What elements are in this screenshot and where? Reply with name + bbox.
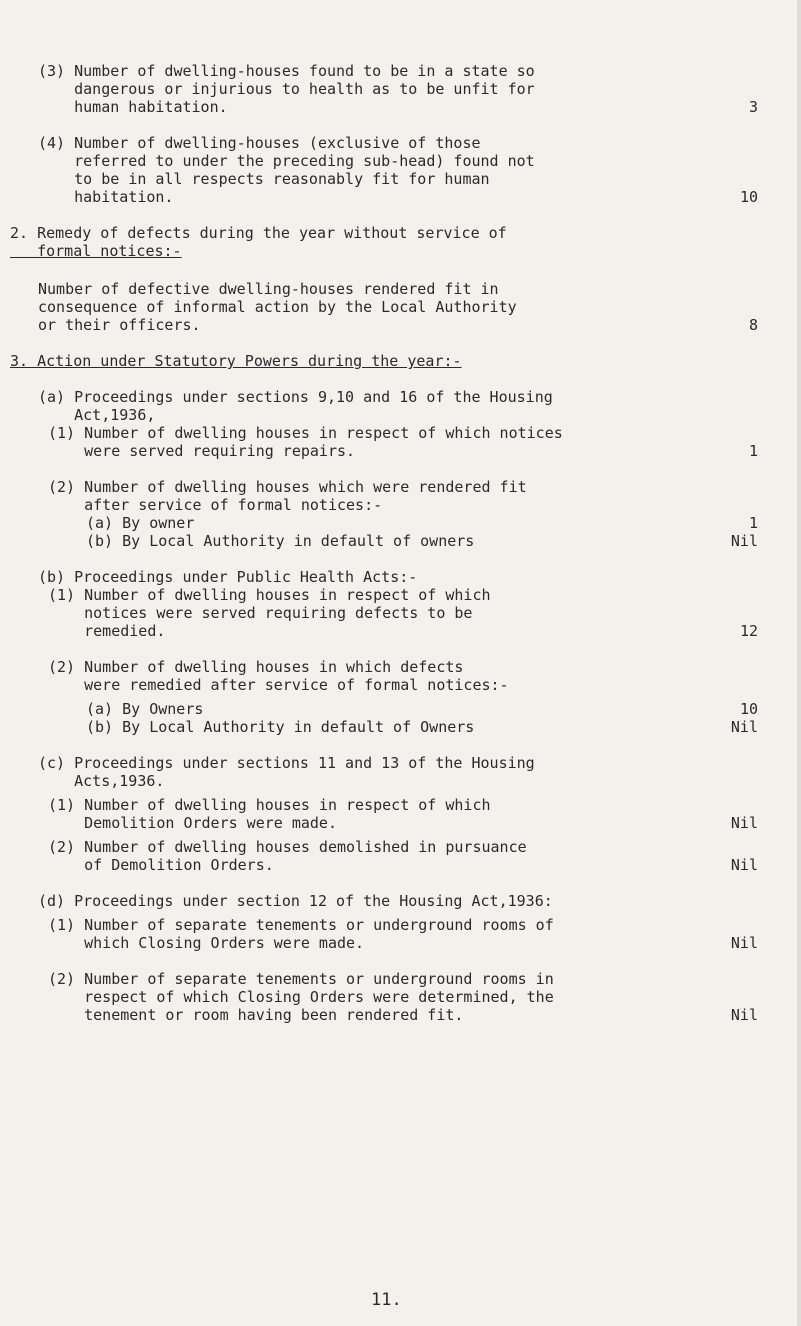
section-3c-item-2-line-1: (2) Number of dwelling houses demolished in pursuance — [48, 838, 527, 856]
section-3a-sub-b: (b) By Local Authority in default of owners — [86, 532, 475, 550]
section-3b-sub-b: (b) By Local Authority in default of Owners — [86, 718, 475, 736]
section-3d-item-2-line-3: tenement or room having been rendered fit. — [48, 1006, 464, 1024]
section-2-heading-line-2: formal notices:- — [10, 242, 182, 260]
section-3b-item-1-line-2: notices were served requiring defects to be — [48, 604, 473, 622]
item-4-line-1: (4) Number of dwelling-houses (exclusive of those — [38, 134, 481, 152]
page-number: 11. — [371, 1290, 402, 1310]
item-3-line-2: dangerous or injurious to health as to be unfit for — [38, 80, 535, 98]
section-3b-item-1-line-3: remedied. — [48, 622, 166, 640]
item-4-line-2: referred to under the preceding sub-head) found not — [38, 152, 535, 170]
section-3a-sub-a-value: 1 — [748, 514, 758, 532]
section-3a-item-1-value: 1 — [748, 442, 758, 460]
section-3b-sub-a-value: 10 — [739, 700, 758, 718]
section-3b-sub-a: (a) By Owners — [86, 700, 204, 718]
item-3-value: 3 — [748, 98, 758, 116]
section-3a-sub-a: (a) By owner — [86, 514, 195, 532]
section-2-line-1: Number of defective dwelling-houses rendered fit in — [38, 280, 499, 298]
section-3a-item-2-line-1: (2) Number of dwelling houses which were rendered fit — [48, 478, 527, 496]
section-3d-item-2-line-2: respect of which Closing Orders were determined, the — [48, 988, 554, 1006]
item-4-line-3: to be in all respects reasonably fit for human — [38, 170, 490, 188]
section-3c-heading-line-1: (c) Proceedings under sections 11 and 13 of the Housing — [38, 754, 535, 772]
item-3-line-3: human habitation. — [38, 98, 228, 116]
section-3b-item-2-line-1: (2) Number of dwelling houses in which defects — [48, 658, 464, 676]
section-3c-item-1-line-2: Demolition Orders were made. — [48, 814, 337, 832]
section-2-heading-line-1: 2. Remedy of defects during the year without service of — [10, 224, 507, 242]
section-3a-item-1-line-1: (1) Number of dwelling houses in respect of which notices — [48, 424, 563, 442]
section-3-heading: 3. Action under Statutory Powers during the year:- — [10, 352, 462, 370]
section-3c-item-1-line-1: (1) Number of dwelling houses in respect of which — [48, 796, 491, 814]
section-2-line-3: or their officers. — [38, 316, 201, 334]
section-3b-item-1-line-1: (1) Number of dwelling houses in respect of which — [48, 586, 491, 604]
section-3a-item-2-line-2: after service of formal notices:- — [48, 496, 383, 514]
section-2-value: 8 — [748, 316, 758, 334]
section-3a-item-1-line-2: were served requiring repairs. — [48, 442, 356, 460]
section-3d-heading: (d) Proceedings under section 12 of the Housing Act,1936: — [38, 892, 553, 910]
section-3c-item-2-line-2: of Demolition Orders. — [48, 856, 274, 874]
section-3d-item-1-line-1: (1) Number of separate tenements or underground rooms of — [48, 916, 554, 934]
section-3b-item-2-line-2: were remedied after service of formal notices:- — [48, 676, 509, 694]
section-3b-heading: (b) Proceedings under Public Health Acts:- — [38, 568, 418, 586]
section-3b-item-1-value: 12 — [739, 622, 758, 640]
section-3a-heading-line-2: Act,1936, — [38, 406, 156, 424]
section-3c-item-2-value: Nil — [730, 856, 758, 874]
section-3d-item-2-line-1: (2) Number of separate tenements or underground rooms in — [48, 970, 554, 988]
section-3b-sub-b-value: Nil — [730, 718, 758, 736]
section-2-line-2: consequence of informal action by the Local Authority — [38, 298, 517, 316]
item-4-value: 10 — [739, 188, 758, 206]
section-3d-item-1-line-2: which Closing Orders were made. — [48, 934, 365, 952]
item-3-line-1: (3) Number of dwelling-houses found to be in a state so — [38, 62, 535, 80]
section-3d-item-2-value: Nil — [730, 1006, 758, 1024]
page-edge-shadow — [797, 0, 801, 1326]
section-3c-item-1-value: Nil — [730, 814, 758, 832]
section-3c-heading-line-2: Acts,1936. — [38, 772, 165, 790]
section-3d-item-1-value: Nil — [730, 934, 758, 952]
section-3a-sub-b-value: Nil — [730, 532, 758, 550]
item-4-line-4: habitation. — [38, 188, 174, 206]
section-3a-heading-line-1: (a) Proceedings under sections 9,10 and 16 of the Housing — [38, 388, 553, 406]
